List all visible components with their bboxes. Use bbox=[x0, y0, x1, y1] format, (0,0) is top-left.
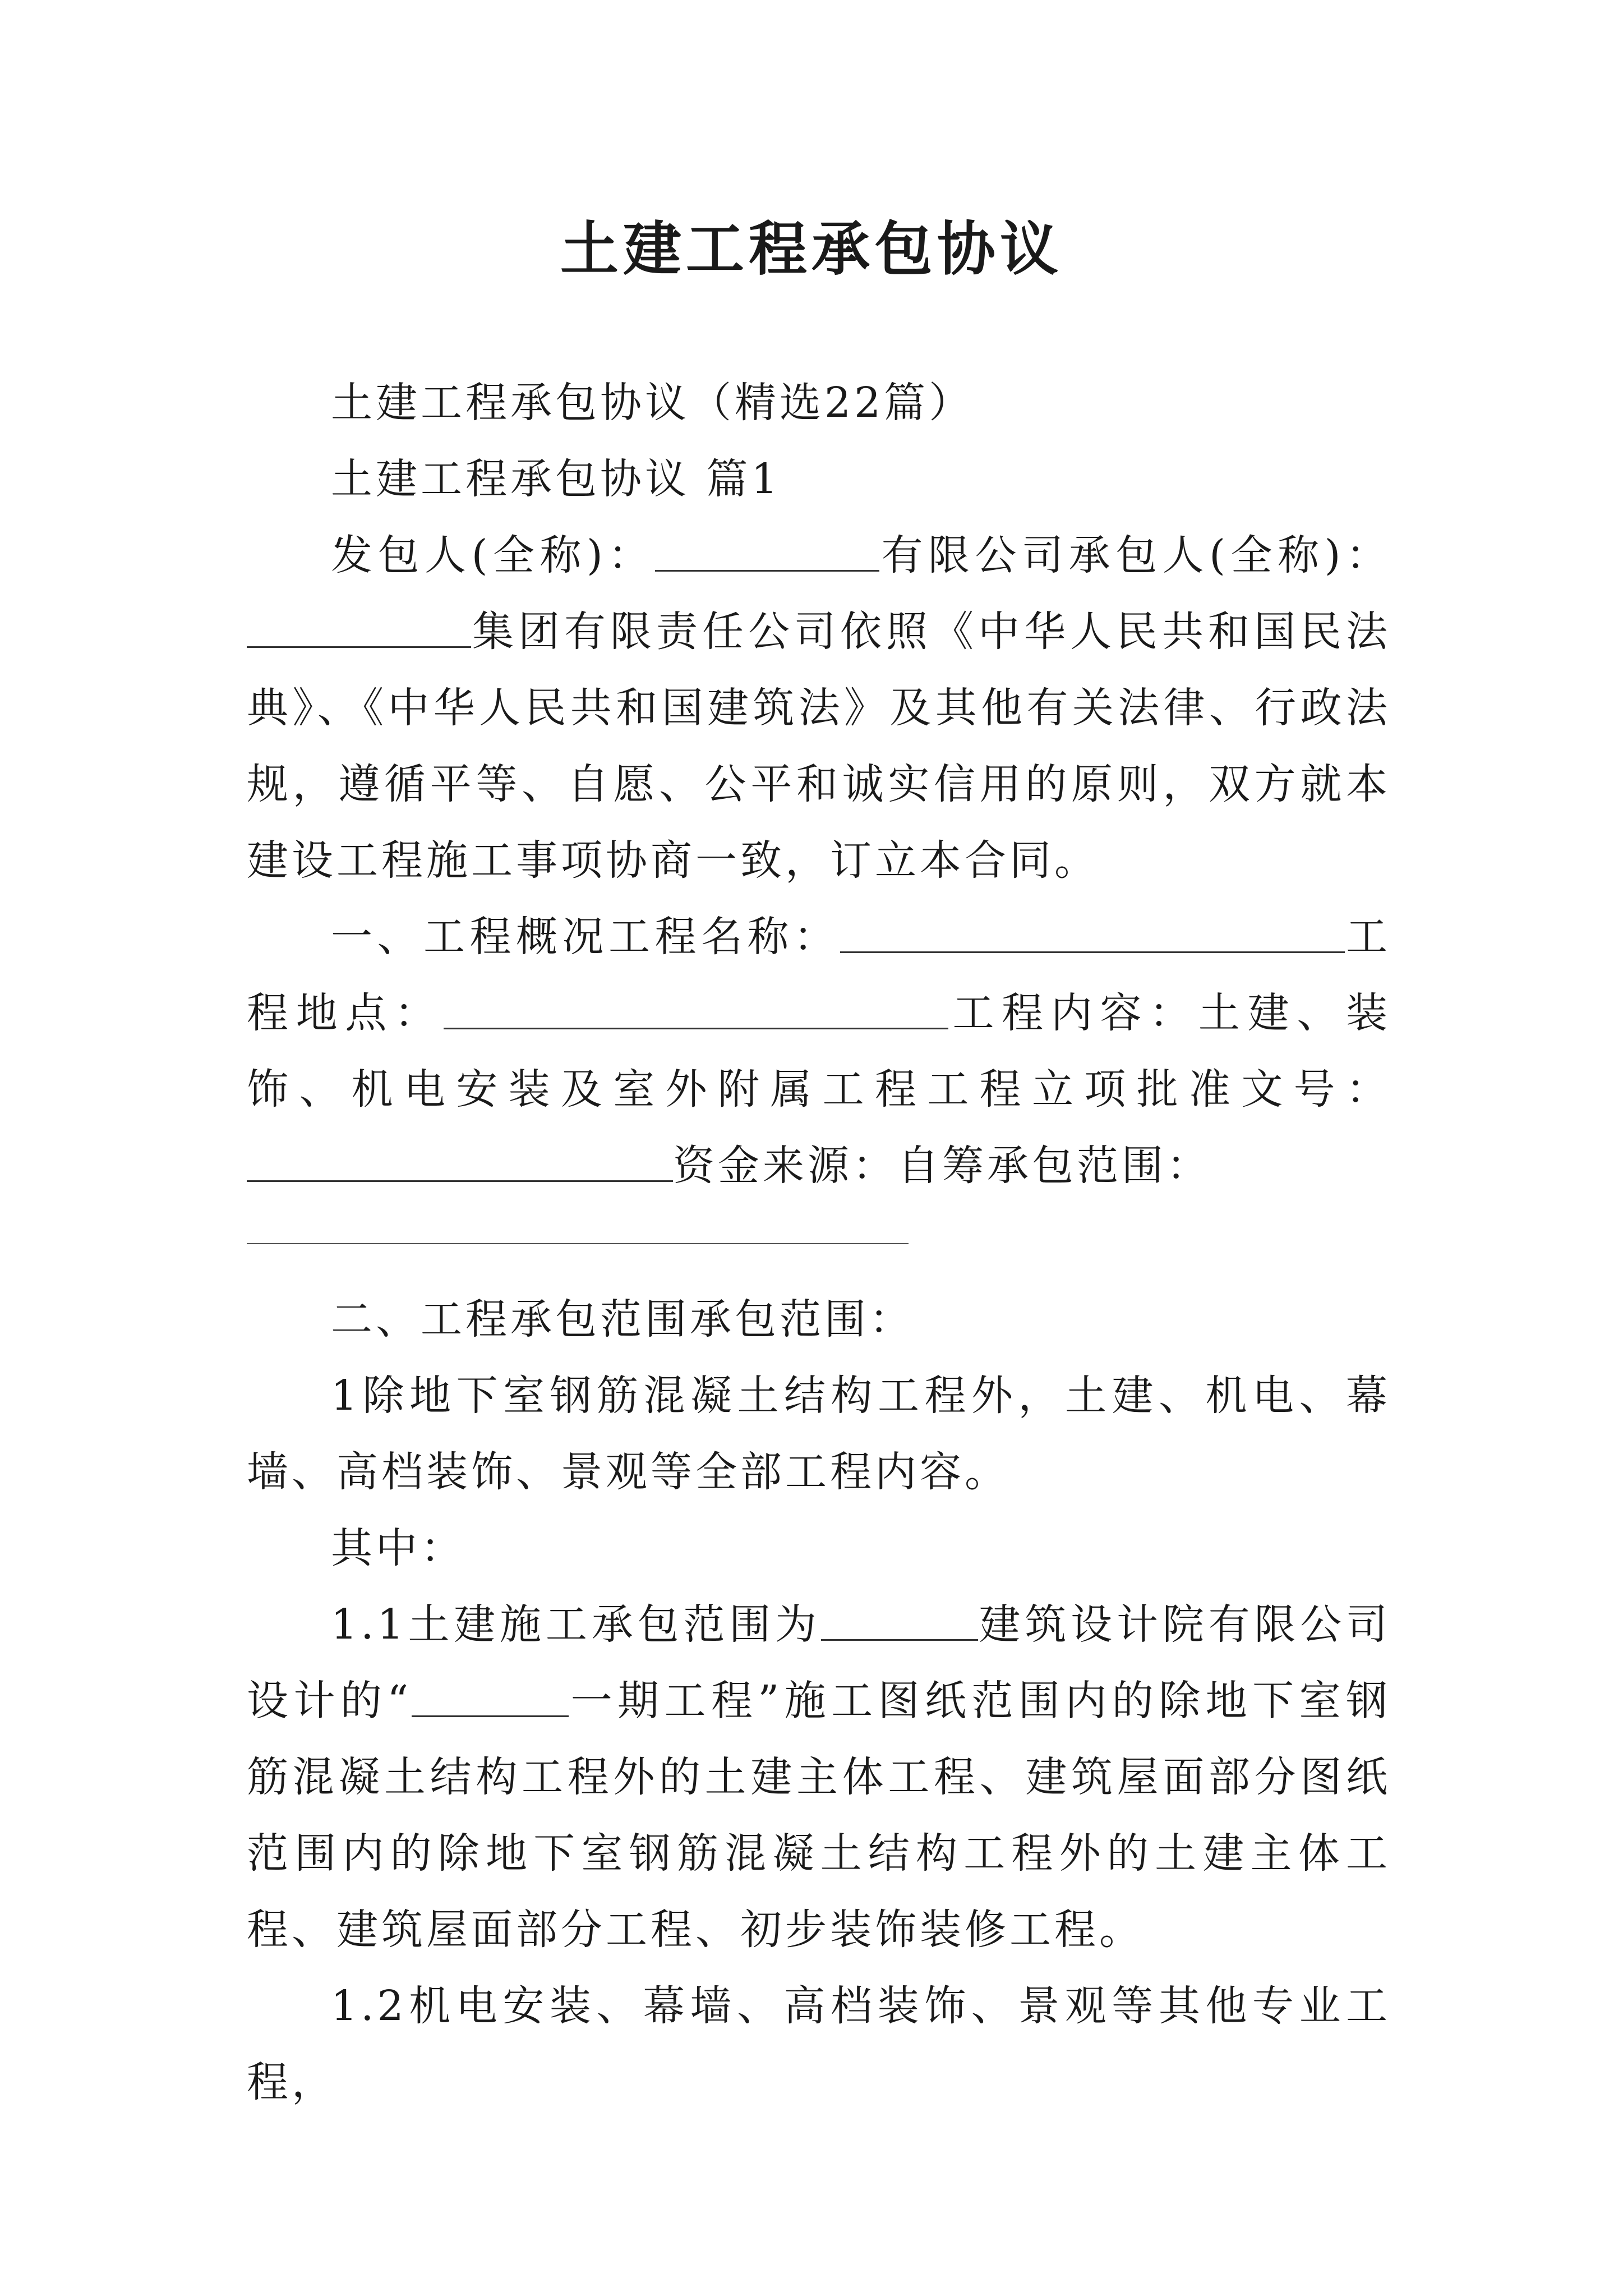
blank-field-project-phase bbox=[412, 1680, 569, 1717]
blank-field-contractor bbox=[247, 610, 471, 648]
blank-field-project-location bbox=[444, 992, 948, 1029]
paragraph-section-heading: 土建工程承包协议 篇1 bbox=[331, 455, 781, 503]
paragraph-scope-1-2: 1.2机电安装、幕墙、高档装饰、景观等其他专业工程， bbox=[247, 1982, 1391, 2106]
blank-field-approval-number bbox=[247, 1144, 673, 1182]
blank-field-project-name bbox=[840, 915, 1345, 953]
document-body bbox=[247, 365, 1391, 2120]
paragraph-scope-1-1: 1.1土建施工承包范围为 建筑设计院有限公司设计的“ 一期工程”施工图纸范围内的除地下室钢筋混凝土结构工程外的土建主体工程、建筑屋面部分图纸范围内的除地下室钢筋混凝土结构工程外的土建主体工程、建筑屋面部分工程、初步装饰装修工程。 bbox=[247, 1600, 1391, 1954]
blank-field-design-institute bbox=[821, 1603, 978, 1641]
document-title: 土建工程承包协议 bbox=[560, 214, 1063, 283]
blank-field-employer bbox=[655, 534, 879, 572]
paragraph-among: 其中： bbox=[331, 1524, 465, 1572]
paragraph-scope-heading: 二、工程承包范围承包范围： bbox=[331, 1295, 914, 1343]
blank-field-contract-scope bbox=[247, 1204, 909, 1244]
paragraph-scope-1: 1除地下室钢筋混凝土结构工程外，土建、机电、幕墙、高档装饰、景观等全部工程内容。 bbox=[247, 1372, 1391, 1496]
paragraph-subtitle: 土建工程承包协议（精选22篇） bbox=[331, 379, 974, 427]
paragraph-parties: 发包人(全称)： 有限公司承包人(全称)：集团有限责任公司依照《中华人民共和国民法典》、《中华人民共和国建筑法》及其他有关法律、行政法规，遵循平等、自愿、公平和诚实信用的原则，双方就本建设工程施工事项协商一致，订立本合同。 bbox=[247, 531, 1391, 885]
paragraph-project-overview: 一、工程概况工程名称： 工程地点： 工程内容：土建、装饰、机电安装及室外附属工程工程立项批准文号：资金来源：自筹承包范围： bbox=[247, 913, 1391, 1190]
